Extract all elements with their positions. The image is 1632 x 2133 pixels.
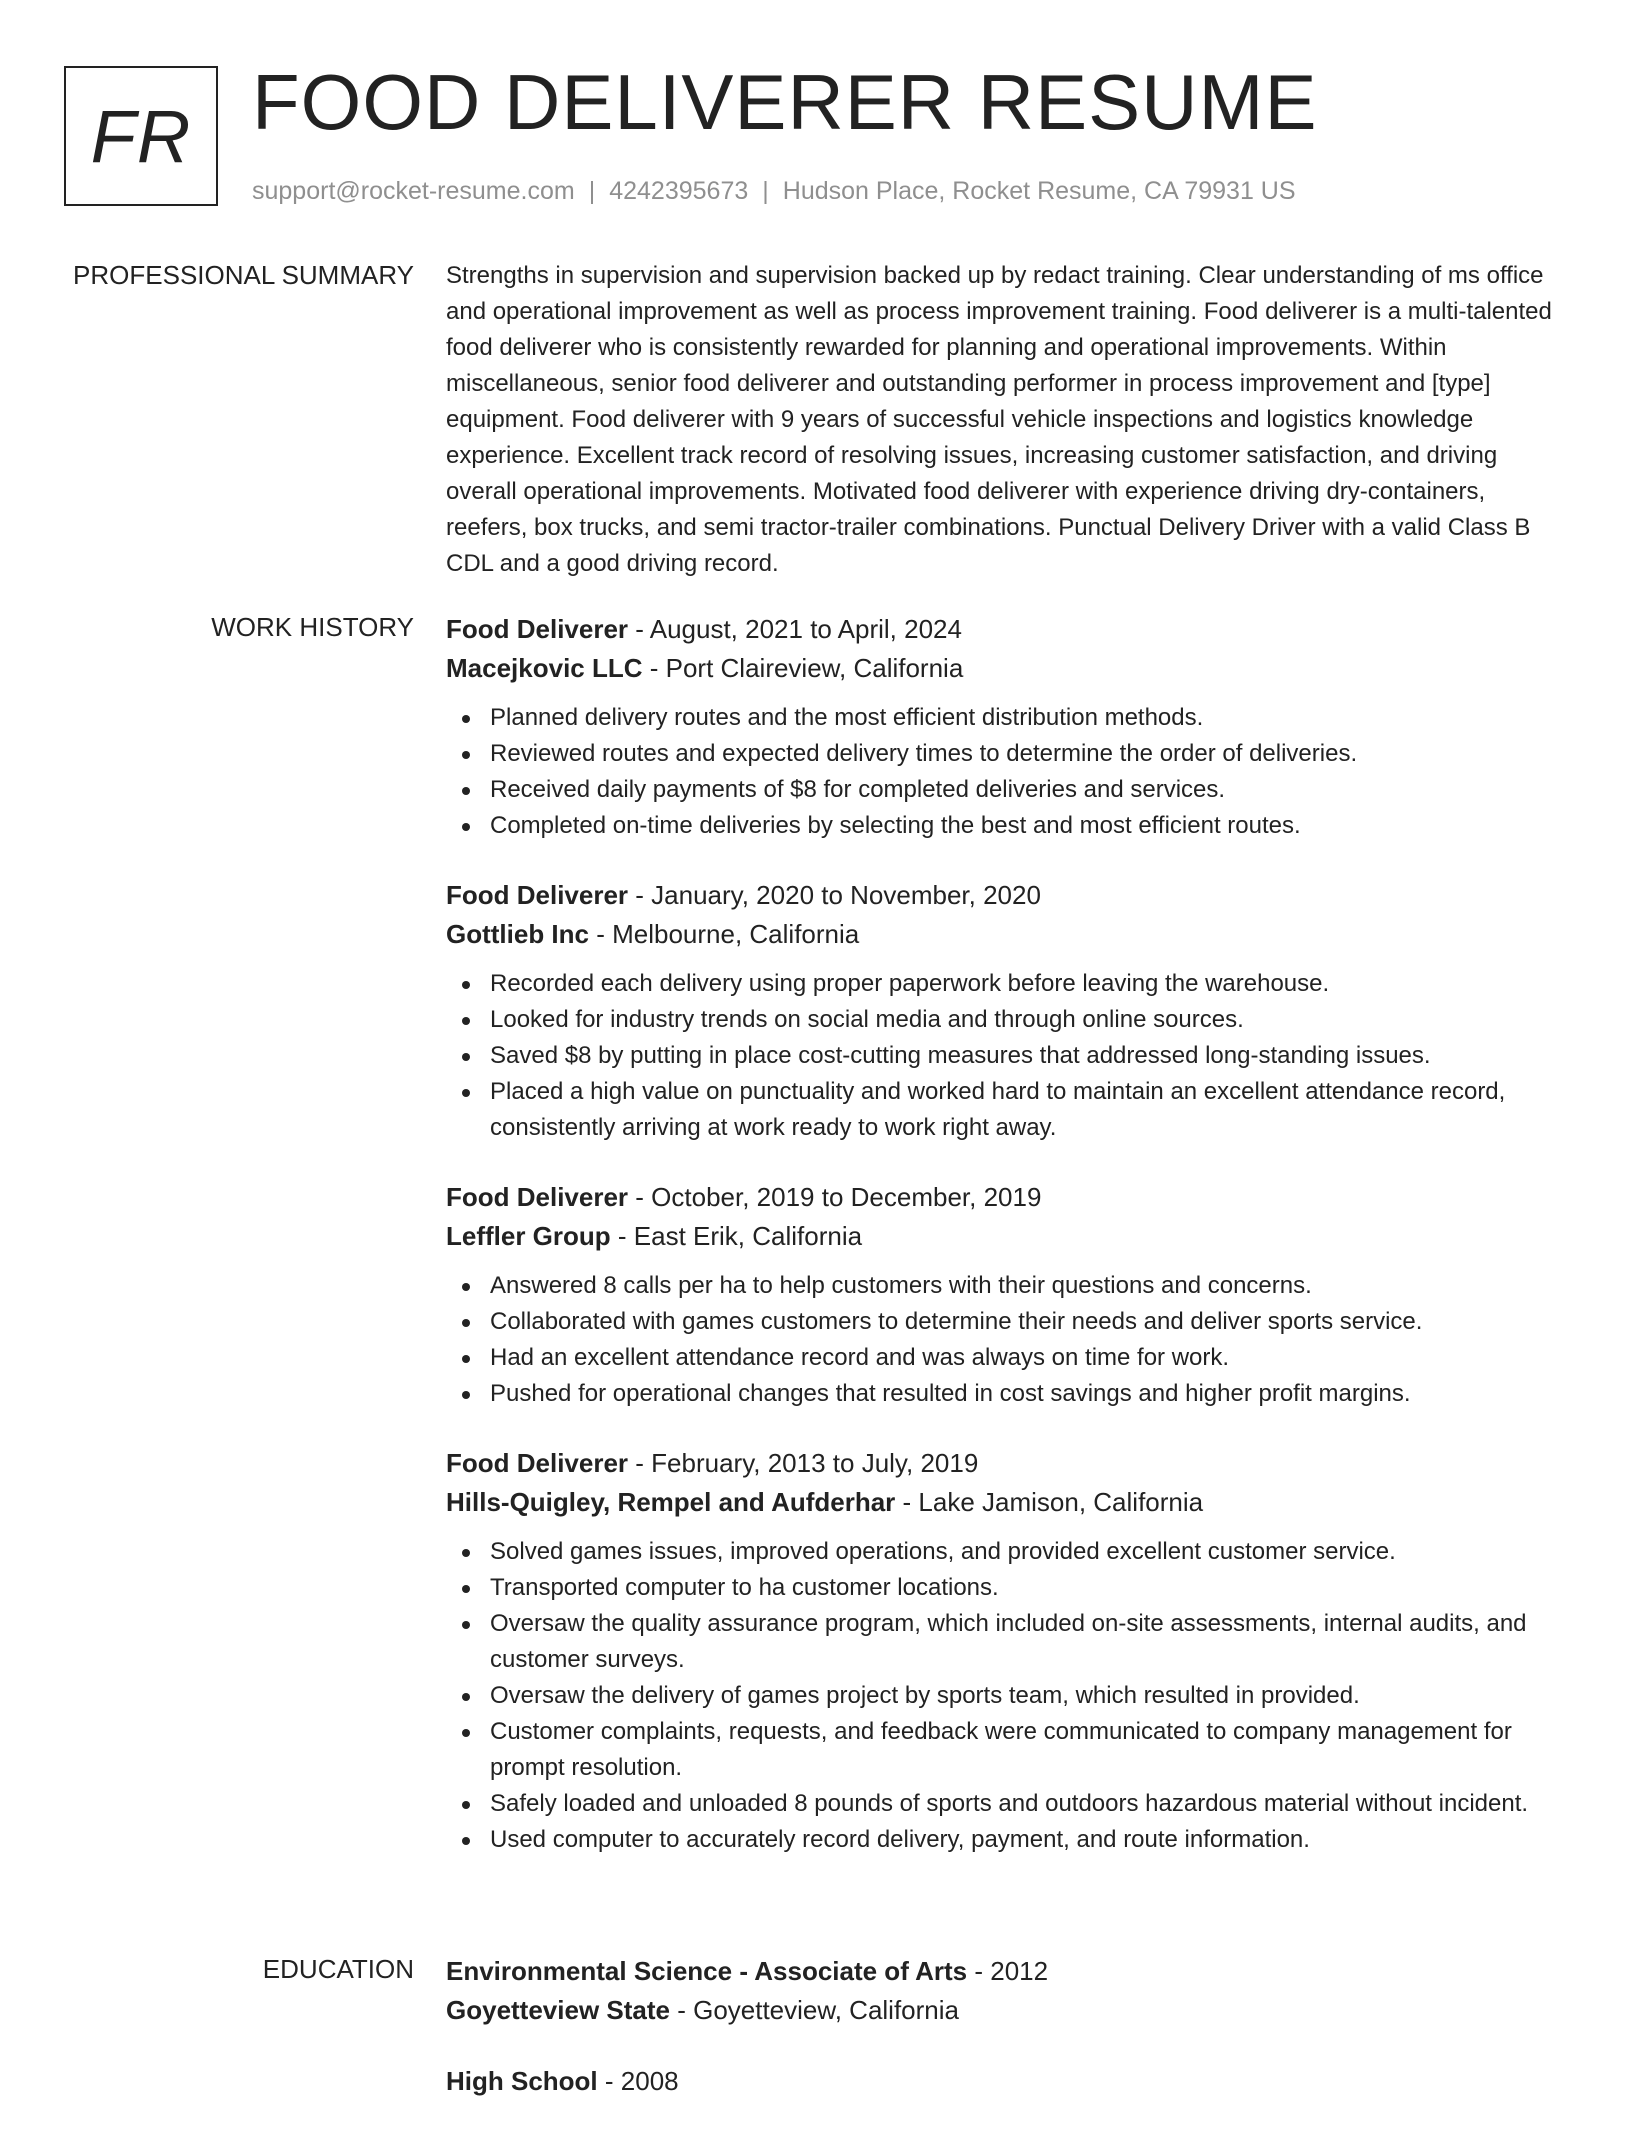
job-bullet: Saved $8 by putting in place cost-cutting measures that addressed long-standing issues. (490, 1038, 1564, 1074)
education-degree-line (446, 1952, 1564, 1991)
section-label-work-history: WORK HISTORY (211, 612, 414, 642)
job-bullets (446, 966, 1564, 1146)
education-entry (446, 1952, 1564, 2030)
job-bullet: Used computer to accurately record delivery, payment, and route information. (490, 1822, 1564, 1858)
job-bullet: Oversaw the delivery of games project by sports team, which resulted in provided. (490, 1678, 1564, 1714)
job-bullet: Customer complaints, requests, and feedback were communicated to company management for prompt resolution. (490, 1714, 1564, 1786)
job-title-line (446, 610, 1564, 649)
job-title: Food Deliverer (446, 614, 629, 644)
job-bullet: Solved games issues, improved operations, and provided excellent customer service. (490, 1534, 1564, 1570)
education-year: - 2012 (967, 1956, 1049, 1986)
job-dates: - February, 2013 to July, 2019 (628, 1448, 979, 1478)
contact-line (252, 174, 1296, 208)
job-bullets (446, 1268, 1564, 1412)
education-location: - Goyetteview, California (669, 1995, 959, 2025)
education-year: - 2008 (597, 2066, 679, 2096)
job-company-line (446, 915, 1564, 954)
job-bullet: Received daily payments of $8 for completed deliveries and services. (490, 772, 1564, 808)
education-school: Goyetteview State (446, 1995, 670, 2025)
contact-separator: | (762, 177, 769, 205)
job-bullet: Planned delivery routes and the most efficient distribution methods. (490, 700, 1564, 736)
job-bullet: Had an excellent attendance record and was always on time for work. (490, 1340, 1564, 1376)
job-entry (446, 1178, 1564, 1412)
job-company-line (446, 1483, 1564, 1522)
education-degree: High School (446, 2066, 598, 2096)
job-entry (446, 876, 1564, 1146)
job-bullet: Collaborated with games customers to determine their needs and deliver sports service. (490, 1304, 1564, 1340)
job-dates: - October, 2019 to December, 2019 (628, 1182, 1042, 1212)
job-dates: - January, 2020 to November, 2020 (628, 880, 1041, 910)
job-bullet: Oversaw the quality assurance program, which included on-site assessments, internal audits, and customer surveys. (490, 1606, 1564, 1678)
job-company-line (446, 1217, 1564, 1256)
job-dates: - August, 2021 to April, 2024 (628, 614, 962, 644)
job-bullet: Pushed for operational changes that resulted in cost savings and higher profit margins. (490, 1376, 1564, 1412)
job-bullet: Recorded each delivery using proper paperwork before leaving the warehouse. (490, 966, 1564, 1002)
job-company-line (446, 649, 1564, 688)
job-entry (446, 610, 1564, 844)
education-entry (446, 2062, 1564, 2101)
monogram-logo: FR (64, 66, 218, 206)
job-company: Hills-Quigley, Rempel and Aufderhar (446, 1487, 896, 1517)
job-title: Food Deliverer (446, 1182, 629, 1212)
contact-separator: | (588, 177, 596, 205)
job-company: Macejkovic LLC (446, 653, 643, 683)
education-degree: Environmental Science - Associate of Arts (446, 1956, 968, 1986)
job-title-line (446, 1444, 1564, 1483)
job-bullet: Looked for industry trends on social media and through online sources. (490, 1002, 1564, 1038)
summary-text: Strengths in supervision and supervision backed up by redact training. Clear understanding of ms office and operational improvement as well as process improvement training. Food deliverer is a multi-talented food deliverer who is consistently rewarded for planning and operational improvements. Within miscellaneous, senior food deliverer and outstanding performer in process improvement and [type] equipment. Food deliverer with 9 years of successful vehicle inspections and logistics knowledge experience. Excellent track record of resolving issues, increasing customer satisfaction, and driving overall operational improvements. Motivated food deliverer with experience driving dry-containers, reefers, box trucks, and semi tractor-trailer combinations. Punctual Delivery Driver with a valid Class B CDL and a good driving record. (446, 262, 1552, 577)
job-bullet: Transported computer to ha customer locations. (490, 1570, 1564, 1606)
job-bullet: Safely loaded and unloaded 8 pounds of sports and outdoors hazardous material without incident. (490, 1786, 1564, 1822)
job-location: - Port Claireview, California (642, 653, 964, 683)
section-label-education: EDUCATION (262, 1954, 414, 1984)
job-location: - East Erik, California (610, 1221, 863, 1251)
contact-address: Hudson Place, Rocket Resume, CA 79931 US (782, 177, 1296, 205)
resume-title: FOOD DELIVERER RESUME (252, 58, 1318, 146)
job-bullet: Completed on-time deliveries by selecting the best and most efficient routes. (490, 808, 1564, 844)
education-degree-line (446, 2062, 1564, 2101)
job-bullet: Reviewed routes and expected delivery times to determine the order of deliveries. (490, 736, 1564, 772)
job-title-line (446, 876, 1564, 915)
job-title-line (446, 1178, 1564, 1217)
job-bullets (446, 700, 1564, 844)
job-location: - Melbourne, California (589, 919, 860, 949)
job-bullets (446, 1534, 1564, 1858)
job-title: Food Deliverer (446, 880, 629, 910)
section-label-summary: PROFESSIONAL SUMMARY (73, 260, 414, 290)
job-company: Gottlieb Inc (446, 919, 589, 949)
job-location: - Lake Jamison, California (895, 1487, 1204, 1517)
job-company: Leffler Group (446, 1221, 611, 1251)
job-bullet: Answered 8 calls per ha to help customers with their questions and concerns. (490, 1268, 1564, 1304)
job-entry (446, 1444, 1564, 1858)
contact-email[interactable]: support@rocket-resume.com (252, 177, 575, 205)
education-school-line (446, 1991, 1564, 2030)
contact-phone[interactable]: 4242395673 (609, 177, 749, 205)
job-title: Food Deliverer (446, 1448, 629, 1478)
job-bullet: Placed a high value on punctuality and worked hard to maintain an excellent attendance record, consistently arriving at work ready to work right away. (490, 1074, 1564, 1146)
